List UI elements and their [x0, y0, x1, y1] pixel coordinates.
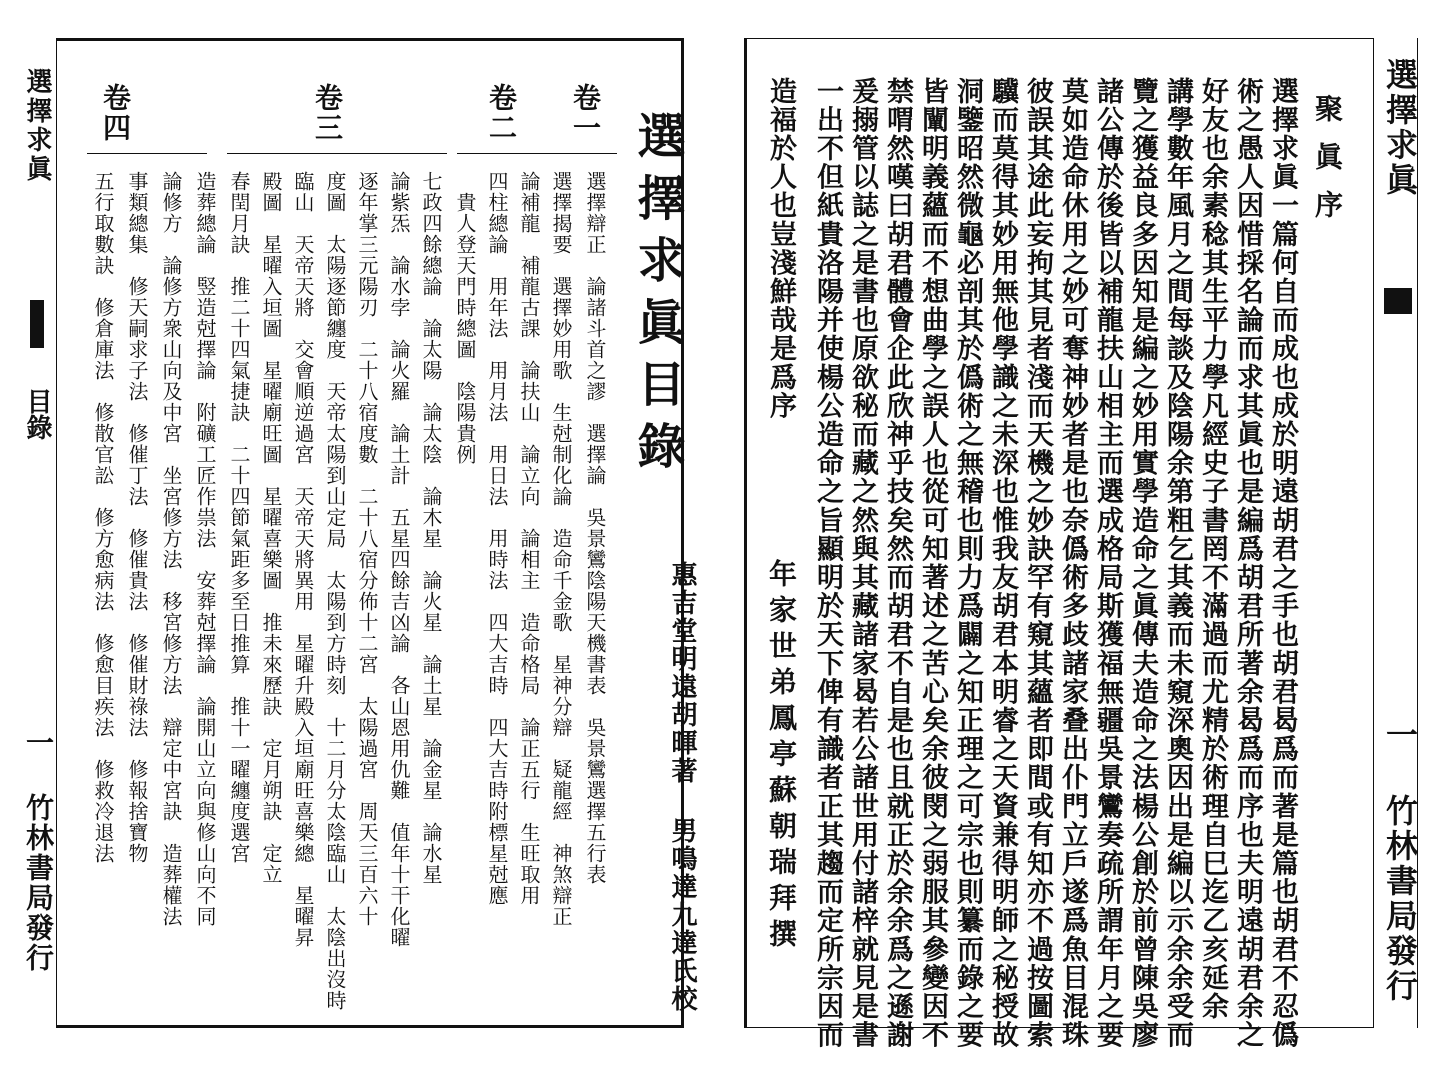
toc-title: 選擇求眞目錄 [629, 111, 685, 483]
preface-line: 術之愚人因惜採名論而求其眞也是編爲胡君所著余曷爲而序也夫明遠胡君余之 [1232, 77, 1263, 1050]
preface-line: 爰搦管以誌之是書也原欲秘而藏之然與其藏諸家曷若公諸世用付諸梓就見是書 [847, 77, 878, 1050]
vol1-heading: 卷一 [569, 83, 602, 143]
toc-line: 四柱總論 用年法 用月法 用日法 用時法 四大吉時 四大吉時附標星尅應 [485, 171, 509, 906]
preface-line: 皆闡明義蘊而不想曲學之誤人也從可知著述之苦心矣余彼閔之弱服其參變因不 [917, 77, 948, 1050]
vol4-rule [87, 153, 207, 154]
preface-line: 彼誤其途此妄拘其見者淺而天機之妙訣罕有窺其蘊者即間或有知亦不過按圖索 [1022, 77, 1053, 1050]
preface-line: 覽之獲益良多因知是編之妙用實學造命之眞傳夫造命之法楊公創於前曾陳吳廖 [1127, 77, 1158, 1050]
preface-line: 莫如造命休用之妙可奪神妙者是也奈僞術多歧諸家叠出仆門立戶遂爲魚目混珠 [1057, 77, 1088, 1050]
toc-line: 論補龍 補龍古課 論扶山 論立向 論相主 造命格局 論正五行 生旺取用 [517, 171, 541, 906]
toc-line: 五行取數訣 修倉庫法 修散官訟 修方愈病法 修愈目疾法 修救冷退法 [91, 171, 115, 864]
preface-line: 諸公傳於後皆以補龍扶山相主而選成格局斯獲福無疆吳景鸞奏疏所謂年月之要 [1092, 77, 1123, 1050]
toc-line: 七政四餘總論 論太陽 論太陰 論木星 論火星 論土星 論金星 論水星 [419, 171, 443, 885]
vol4-heading: 卷四 [99, 83, 132, 143]
toc-line: 殿圖 星曜入垣圖 星曜廟旺圖 星曜喜樂圖 推未來歷訣 定月朔訣 定立 [259, 171, 283, 885]
preface-frame [744, 38, 1374, 1050]
spine-black-mark [30, 300, 44, 348]
toc-line: 春閏月訣 推二十四氣捷訣 二十四節氣距多至日推算 推十一曜纏度選宮 [227, 171, 251, 864]
preface-line: 講學數年風月之間每談及陰陽余第粗乞其義而未窺深奧因出是編以示余余受而 [1162, 77, 1193, 1050]
toc-line: 造葬總論 竪造尅擇論 附礦工匠作祟法 安葬尅擇論 論開山立向與修山向不同 [193, 171, 217, 927]
preface-line: 選擇求眞一篇何自而成也成於明遠胡君之手也胡君曷爲而著是篇也胡君不忍僞 [1267, 77, 1298, 1050]
spine-title: 選擇求眞 [22, 68, 52, 184]
left-spine [22, 38, 55, 1028]
preface-title: 聚眞序 [1311, 94, 1344, 238]
preface-line: 禁喟然嘆曰胡君體會企此欣神乎技矣然而胡君不自是也且就正於余余爲之遜謝 [882, 77, 913, 1050]
toc-line: 論紫炁 論水孛 論火羅 論土計 五星四餘吉凶論 各山恩用仇難 值年十干化曜 [387, 171, 411, 948]
toc-line: 度圖 太陽逐節纏度 天帝太陽到山定局 太陽到方時刻 十二月分太陰臨山 太陰出沒時 [323, 171, 347, 1011]
spine-publisher: 一 竹林書局發行 [22, 728, 55, 973]
preface-line: 洞鑒昭然微龜必剖其於僞術之無稽也則力爲闢之知正理之可宗也則纂而錄之要 [952, 77, 983, 1050]
toc-line: 選擇揭要 選擇妙用歌 生尅制化論 造命千金歌 星神分辯 疑龍經 神煞辯正 [549, 171, 573, 927]
toc-line: 逐年掌三元陽刃 二十八宿度數 二十八宿分佈十二宮 太陽過宮 周天三百六十 [355, 171, 379, 927]
toc-frame [56, 38, 697, 1028]
toc-line: 臨山 天帝天將 交會順逆過宮 天帝天將異用 星曜升殿入垣廟旺喜樂總 星曜昇 [291, 171, 315, 948]
spine-title: 選擇求眞 [1381, 58, 1419, 198]
preface-page [742, 20, 1419, 1050]
preface-line: 好友也余素稔其生平力學凡經史子書罔不滿過而尤精於術理自巳迄乙亥延余 [1197, 77, 1228, 1021]
preface-signature: 年家世弟鳳亭蘇朝瑞拜撰 [765, 559, 798, 955]
right-spine [1380, 38, 1418, 1028]
vol3-heading: 卷三 [311, 83, 344, 143]
toc-page [22, 20, 697, 1035]
spine-black-mark [1384, 288, 1412, 314]
toc-line: 選擇辯正 論諸斗首之謬 選擇論 吳景鸞陰陽天機書表 吳景鸞選擇五行表 [583, 171, 607, 885]
toc-line: 事類總集 修天嗣求子法 修催丁法 修催貴法 修催財祿法 修報捨寶物 [125, 171, 149, 864]
vol1-2-rule [457, 153, 617, 154]
toc-line: 論修方 論修方衆山向及中宮 坐宮修方法 移宮修方法 辯定中宮訣 造葬權法 [159, 171, 183, 927]
toc-line: 貴人登天門時總圖 陰陽貴例 [453, 171, 477, 465]
preface-line: 驥而莫得其妙用無他學識之未深也惟我友胡君本明睿之天資兼得明師之秘授故 [987, 77, 1018, 1050]
toc-author: 惠吉堂明遠胡暉著 男鳴達九達氏校 [667, 561, 697, 1013]
spine-publisher: 一 竹林書局發行 [1381, 718, 1419, 1004]
spine-section: 目錄 [22, 388, 52, 440]
vol2-heading: 卷二 [485, 83, 518, 143]
vol3-rule [227, 153, 447, 154]
preface-line: 造福於人也豈淺鮮哉是爲序 [765, 77, 796, 421]
preface-line: 一出不但紙貴洛陽并使楊公造命之旨顯明於天下俾有識者正其趨而定所宗因而 [812, 77, 843, 1050]
